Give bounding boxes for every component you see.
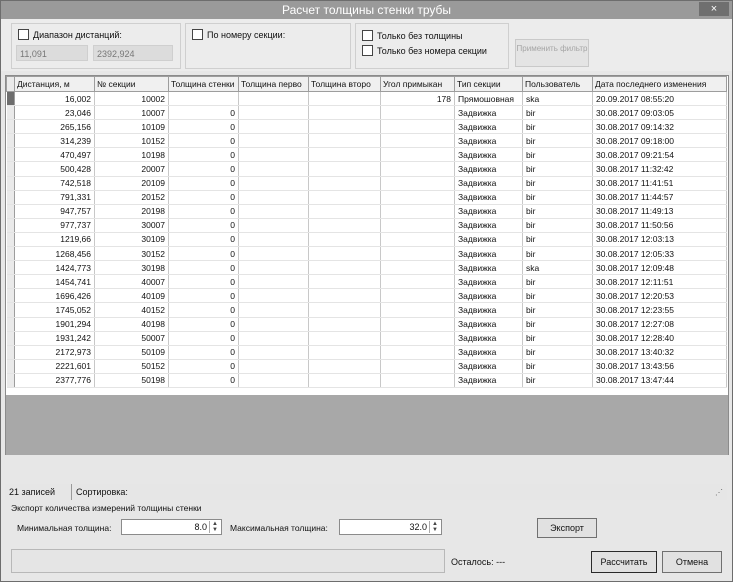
filter-panel — [1, 19, 732, 71]
table-cell[interactable]: 0 — [169, 261, 239, 275]
table-cell[interactable] — [239, 303, 309, 317]
table-cell[interactable]: Задвижка — [455, 275, 523, 289]
table-cell[interactable]: Задвижка — [455, 176, 523, 190]
table-cell[interactable]: 30.08.2017 12:20:53 — [593, 289, 727, 303]
table-cell[interactable]: 30.08.2017 12:09:48 — [593, 261, 727, 275]
table-cell[interactable] — [239, 317, 309, 331]
sort-label: Сортировка: — [76, 487, 128, 497]
table-cell[interactable]: 0 — [169, 134, 239, 148]
table-cell[interactable] — [381, 176, 455, 190]
table-cell[interactable]: 30.08.2017 13:40:32 — [593, 345, 727, 359]
min-thickness-value[interactable]: 8.0 — [194, 522, 207, 532]
row-header[interactable] — [7, 261, 15, 275]
distance-from-input[interactable]: 11,091 — [16, 45, 88, 61]
table-cell[interactable]: 947,757 — [15, 204, 95, 218]
table-cell[interactable]: 20152 — [95, 190, 169, 204]
row-header[interactable] — [7, 345, 15, 359]
table-cell[interactable]: ska — [523, 92, 593, 106]
table-cell[interactable]: Задвижка — [455, 303, 523, 317]
table-cell[interactable]: bir — [523, 120, 593, 134]
row-header[interactable] — [7, 162, 15, 176]
row-header[interactable] — [7, 106, 15, 120]
table-cell[interactable]: bir — [523, 331, 593, 345]
window-title: Расчет толщины стенки трубы — [281, 3, 452, 17]
row-header[interactable] — [7, 331, 15, 345]
table-cell[interactable]: bir — [523, 134, 593, 148]
checkbox-box[interactable] — [18, 29, 29, 40]
sections-grid[interactable] — [5, 75, 729, 397]
table-row[interactable] — [7, 148, 727, 162]
row-header[interactable] — [7, 317, 15, 331]
distance-range-checkbox[interactable] — [18, 29, 122, 40]
table-cell[interactable]: 178 — [381, 92, 455, 106]
table-cell[interactable]: 30.08.2017 13:47:44 — [593, 373, 727, 387]
column-header[interactable]: Пользователь — [523, 77, 593, 92]
table-cell[interactable] — [309, 247, 381, 261]
min-thickness-spinner[interactable] — [121, 519, 222, 535]
table-cell[interactable] — [239, 120, 309, 134]
calculate-button[interactable]: Рассчитать — [591, 551, 657, 573]
max-thickness-label: Максимальная толщина: — [230, 523, 328, 533]
checkbox-box[interactable] — [362, 45, 373, 56]
table-cell[interactable] — [381, 359, 455, 373]
table-cell[interactable]: bir — [523, 218, 593, 232]
table-row[interactable] — [7, 275, 727, 289]
table-cell[interactable] — [309, 317, 381, 331]
row-header[interactable] — [7, 359, 15, 373]
column-header[interactable]: Толщина второ — [309, 77, 381, 92]
row-header[interactable] — [7, 204, 15, 218]
table-cell[interactable]: 0 — [169, 218, 239, 232]
table-cell[interactable] — [381, 247, 455, 261]
table-row[interactable] — [7, 303, 727, 317]
table-cell[interactable]: 1696,426 — [15, 289, 95, 303]
apply-filter-button[interactable]: Применить фильтр — [515, 39, 589, 67]
table-cell[interactable]: 1901,294 — [15, 317, 95, 331]
table-cell[interactable] — [309, 359, 381, 373]
max-thickness-value[interactable]: 32.0 — [409, 522, 427, 532]
table-row[interactable] — [7, 218, 727, 232]
table-cell[interactable]: bir — [523, 162, 593, 176]
by-section-checkbox[interactable] — [192, 29, 285, 40]
table-cell[interactable]: Задвижка — [455, 331, 523, 345]
table-cell[interactable]: Задвижка — [455, 218, 523, 232]
spinner-arrows-icon[interactable]: ▲ ▼ — [209, 521, 220, 533]
table-cell[interactable]: 1745,052 — [15, 303, 95, 317]
row-header[interactable] — [7, 148, 15, 162]
table-cell[interactable]: 1219,66 — [15, 232, 95, 246]
table-cell[interactable]: Задвижка — [455, 204, 523, 218]
table-row[interactable] — [7, 317, 727, 331]
column-header[interactable]: Дата последнего изменения — [593, 77, 727, 92]
table-row[interactable] — [7, 232, 727, 246]
table-cell[interactable]: 314,239 — [15, 134, 95, 148]
table-cell[interactable]: 30198 — [95, 261, 169, 275]
table-cell[interactable] — [381, 218, 455, 232]
table-cell[interactable] — [309, 289, 381, 303]
table-row[interactable] — [7, 359, 727, 373]
table-cell[interactable]: 10002 — [95, 92, 169, 106]
table-cell[interactable] — [169, 92, 239, 106]
table-row[interactable] — [7, 162, 727, 176]
table-cell[interactable] — [381, 289, 455, 303]
table-row[interactable] — [7, 345, 727, 359]
table-cell[interactable]: 1424,773 — [15, 261, 95, 275]
row-header[interactable] — [7, 176, 15, 190]
table-cell[interactable]: 977,737 — [15, 218, 95, 232]
table-cell[interactable]: 20007 — [95, 162, 169, 176]
table-cell[interactable]: 10007 — [95, 106, 169, 120]
table-cell[interactable]: bir — [523, 289, 593, 303]
table-cell[interactable]: 0 — [169, 359, 239, 373]
table-cell[interactable]: 30.08.2017 11:49:13 — [593, 204, 727, 218]
table-cell[interactable] — [309, 218, 381, 232]
table-cell[interactable]: 20198 — [95, 204, 169, 218]
table-row[interactable] — [7, 261, 727, 275]
table-cell[interactable]: ska — [523, 261, 593, 275]
table-cell[interactable]: 2172,973 — [15, 345, 95, 359]
table-cell[interactable]: bir — [523, 176, 593, 190]
table-cell[interactable] — [381, 303, 455, 317]
only-no-thickness-label: Только без толщины — [377, 30, 463, 41]
table-cell[interactable]: 0 — [169, 190, 239, 204]
table-cell[interactable] — [381, 345, 455, 359]
table-row[interactable] — [7, 120, 727, 134]
table-cell[interactable]: 470,497 — [15, 148, 95, 162]
table-cell[interactable]: 0 — [169, 204, 239, 218]
max-thickness-spinner[interactable] — [339, 519, 442, 535]
table-cell[interactable]: 0 — [169, 247, 239, 261]
table-cell[interactable]: 10198 — [95, 148, 169, 162]
row-header[interactable] — [7, 289, 15, 303]
table-cell[interactable] — [381, 162, 455, 176]
table-cell[interactable] — [239, 331, 309, 345]
table-cell[interactable]: 50152 — [95, 359, 169, 373]
table-cell[interactable]: bir — [523, 359, 593, 373]
table-cell[interactable]: 30152 — [95, 247, 169, 261]
table-cell[interactable] — [381, 190, 455, 204]
table-cell[interactable] — [309, 275, 381, 289]
table-cell[interactable] — [381, 120, 455, 134]
table-cell[interactable] — [309, 92, 381, 106]
table-cell[interactable]: 0 — [169, 148, 239, 162]
table-cell[interactable]: 30.08.2017 13:43:56 — [593, 359, 727, 373]
table-cell[interactable] — [239, 289, 309, 303]
table-cell[interactable]: bir — [523, 148, 593, 162]
table-cell[interactable] — [239, 92, 309, 106]
progress-bar — [11, 549, 445, 573]
table-cell[interactable]: bir — [523, 232, 593, 246]
table-cell[interactable]: 10109 — [95, 120, 169, 134]
table-cell[interactable] — [239, 162, 309, 176]
export-caption: Экспорт количества измерений толщины стенки — [11, 503, 202, 513]
table-cell[interactable] — [381, 148, 455, 162]
table-cell[interactable] — [309, 176, 381, 190]
table-cell[interactable] — [381, 373, 455, 387]
table-row[interactable] — [7, 190, 727, 204]
distance-to-input[interactable]: 2392,924 — [93, 45, 173, 61]
column-header[interactable]: Угол примыкан — [381, 77, 455, 92]
table-cell[interactable]: bir — [523, 317, 593, 331]
table-cell[interactable]: 40109 — [95, 289, 169, 303]
table-row[interactable] — [7, 331, 727, 345]
table-cell[interactable] — [309, 232, 381, 246]
only-no-section-checkbox[interactable] — [362, 45, 487, 56]
table-cell[interactable]: 30.08.2017 09:21:54 — [593, 148, 727, 162]
table-cell[interactable] — [239, 247, 309, 261]
grid-empty-area — [5, 395, 729, 455]
table-cell[interactable]: 30.08.2017 12:05:33 — [593, 247, 727, 261]
table-cell[interactable]: Задвижка — [455, 289, 523, 303]
row-header[interactable] — [7, 92, 15, 106]
table-cell[interactable]: 10152 — [95, 134, 169, 148]
table-cell[interactable]: 1931,242 — [15, 331, 95, 345]
table-cell[interactable]: 30.08.2017 11:44:57 — [593, 190, 727, 204]
table-cell[interactable]: bir — [523, 275, 593, 289]
table-cell[interactable]: 40152 — [95, 303, 169, 317]
table-cell[interactable]: 40198 — [95, 317, 169, 331]
table-cell[interactable]: Задвижка — [455, 345, 523, 359]
table-cell[interactable] — [239, 359, 309, 373]
table-cell[interactable]: Задвижка — [455, 232, 523, 246]
table-cell[interactable]: 0 — [169, 176, 239, 190]
table-row[interactable] — [7, 134, 727, 148]
table-cell[interactable]: 2377,776 — [15, 373, 95, 387]
table-cell[interactable] — [309, 190, 381, 204]
status-bar — [5, 484, 727, 500]
table-cell[interactable]: bir — [523, 106, 593, 120]
table-cell[interactable] — [309, 331, 381, 345]
table-cell[interactable]: Задвижка — [455, 148, 523, 162]
only-no-section-label: Только без номера секции — [377, 45, 487, 56]
table-row[interactable] — [7, 204, 727, 218]
table-cell[interactable]: 0 — [169, 303, 239, 317]
by-section-label: По номеру секции: — [207, 29, 286, 40]
table-cell[interactable] — [239, 134, 309, 148]
row-header[interactable] — [7, 373, 15, 387]
table-cell[interactable] — [309, 106, 381, 120]
spinner-arrows-icon[interactable]: ▲ ▼ — [429, 521, 440, 533]
table-cell[interactable]: 30.08.2017 11:41:51 — [593, 176, 727, 190]
table-cell[interactable]: bir — [523, 204, 593, 218]
table-cell[interactable]: 0 — [169, 345, 239, 359]
table-cell[interactable]: 30007 — [95, 218, 169, 232]
title-bar — [1, 1, 732, 19]
table-cell[interactable]: 30.08.2017 11:50:56 — [593, 218, 727, 232]
resize-grip-icon[interactable]: ⋰ — [715, 488, 723, 497]
column-header[interactable]: Дистанция, м — [15, 77, 95, 92]
table-cell[interactable]: Задвижка — [455, 190, 523, 204]
table-cell[interactable] — [309, 162, 381, 176]
table-cell[interactable]: Задвижка — [455, 120, 523, 134]
table-cell[interactable]: bir — [523, 373, 593, 387]
table-cell[interactable]: 50109 — [95, 345, 169, 359]
table-cell[interactable]: 1268,456 — [15, 247, 95, 261]
table-cell[interactable]: 0 — [169, 232, 239, 246]
row-header[interactable] — [7, 120, 15, 134]
min-thickness-label: Минимальная толщина: — [17, 523, 112, 533]
table-cell[interactable]: 30.08.2017 12:11:51 — [593, 275, 727, 289]
table-cell[interactable]: 20109 — [95, 176, 169, 190]
table-cell[interactable] — [381, 275, 455, 289]
table-cell[interactable]: 500,428 — [15, 162, 95, 176]
table-cell[interactable] — [381, 317, 455, 331]
table-cell[interactable]: Задвижка — [455, 134, 523, 148]
table-cell[interactable]: 0 — [169, 275, 239, 289]
table-cell[interactable]: Прямошовная — [455, 92, 523, 106]
table-header-row — [7, 77, 727, 92]
table-row[interactable] — [7, 176, 727, 190]
column-header[interactable]: № секции — [95, 77, 169, 92]
table-cell[interactable]: 265,156 — [15, 120, 95, 134]
table-cell[interactable] — [239, 275, 309, 289]
table-cell[interactable] — [381, 331, 455, 345]
table-cell[interactable]: Задвижка — [455, 359, 523, 373]
table-cell[interactable] — [239, 261, 309, 275]
table-cell[interactable]: 23,046 — [15, 106, 95, 120]
table-cell[interactable]: 0 — [169, 373, 239, 387]
table-body — [7, 92, 727, 388]
cancel-button[interactable]: Отмена — [662, 551, 722, 573]
table-cell[interactable] — [381, 134, 455, 148]
row-header[interactable] — [7, 134, 15, 148]
table-cell[interactable]: Задвижка — [455, 162, 523, 176]
table-cell[interactable] — [309, 303, 381, 317]
table-cell[interactable]: 30109 — [95, 232, 169, 246]
checkbox-box[interactable] — [192, 29, 203, 40]
table-cell[interactable]: 30.08.2017 11:32:42 — [593, 162, 727, 176]
table-cell[interactable]: 30.08.2017 09:03:05 — [593, 106, 727, 120]
table-cell[interactable] — [309, 120, 381, 134]
table-cell[interactable]: 0 — [169, 289, 239, 303]
only-no-thickness-checkbox[interactable] — [362, 30, 463, 41]
column-header[interactable]: Тип секции — [455, 77, 523, 92]
table-cell[interactable]: Задвижка — [455, 261, 523, 275]
column-header[interactable]: Толщина стенки — [169, 77, 239, 92]
table-cell[interactable] — [239, 232, 309, 246]
table-cell[interactable]: 40007 — [95, 275, 169, 289]
table-cell[interactable]: 1454,741 — [15, 275, 95, 289]
table-cell[interactable]: 742,518 — [15, 176, 95, 190]
table-cell[interactable]: Задвижка — [455, 373, 523, 387]
table-cell[interactable] — [239, 190, 309, 204]
checkbox-box[interactable] — [362, 30, 373, 41]
table-cell[interactable]: bir — [523, 345, 593, 359]
table-cell[interactable]: 50198 — [95, 373, 169, 387]
table-cell[interactable] — [239, 373, 309, 387]
table-cell[interactable]: 791,331 — [15, 190, 95, 204]
table-cell[interactable]: Задвижка — [455, 317, 523, 331]
table-cell[interactable] — [381, 106, 455, 120]
table-row[interactable] — [7, 106, 727, 120]
table-cell[interactable]: 0 — [169, 162, 239, 176]
table-cell[interactable]: 0 — [169, 120, 239, 134]
table-cell[interactable] — [309, 134, 381, 148]
table-cell[interactable]: 30.08.2017 12:23:55 — [593, 303, 727, 317]
table-cell[interactable] — [309, 148, 381, 162]
table-cell[interactable] — [309, 373, 381, 387]
table-cell[interactable]: bir — [523, 247, 593, 261]
table-cell[interactable]: 30.08.2017 12:28:40 — [593, 331, 727, 345]
row-header[interactable] — [7, 232, 15, 246]
table-cell[interactable] — [381, 204, 455, 218]
column-header[interactable]: Толщина перво — [239, 77, 309, 92]
table-cell[interactable]: 30.08.2017 09:18:00 — [593, 134, 727, 148]
row-header[interactable] — [7, 303, 15, 317]
table-row[interactable] — [7, 289, 727, 303]
table-cell[interactable] — [239, 176, 309, 190]
table-row[interactable] — [7, 373, 727, 387]
table-cell[interactable]: 50007 — [95, 331, 169, 345]
row-header[interactable] — [7, 190, 15, 204]
table-cell[interactable]: Задвижка — [455, 106, 523, 120]
close-button[interactable]: × — [699, 2, 729, 16]
corner-header — [7, 77, 15, 92]
table-cell[interactable] — [239, 106, 309, 120]
distance-range-label: Диапазон дистанций: — [33, 29, 122, 40]
records-count: 21 записей — [9, 487, 56, 497]
table-cell[interactable] — [309, 204, 381, 218]
row-header[interactable] — [7, 275, 15, 289]
table-cell[interactable]: 30.08.2017 12:27:08 — [593, 317, 727, 331]
sections-table — [6, 76, 727, 388]
table-cell[interactable]: 20.09.2017 08:55:20 — [593, 92, 727, 106]
table-cell[interactable] — [309, 345, 381, 359]
table-cell[interactable] — [239, 204, 309, 218]
table-row[interactable] — [7, 247, 727, 261]
table-cell[interactable]: bir — [523, 190, 593, 204]
table-cell[interactable]: 16,002 — [15, 92, 95, 106]
table-cell[interactable]: 0 — [169, 317, 239, 331]
table-cell[interactable] — [381, 232, 455, 246]
table-cell[interactable] — [239, 148, 309, 162]
table-cell[interactable]: 30.08.2017 09:14:32 — [593, 120, 727, 134]
table-cell[interactable]: Задвижка — [455, 247, 523, 261]
table-cell[interactable]: 0 — [169, 331, 239, 345]
export-button[interactable]: Экспорт — [537, 518, 597, 538]
table-cell[interactable] — [381, 261, 455, 275]
status-divider — [71, 484, 72, 500]
table-cell[interactable]: 30.08.2017 12:03:13 — [593, 232, 727, 246]
table-cell[interactable]: 0 — [169, 106, 239, 120]
row-header[interactable] — [7, 247, 15, 261]
table-cell[interactable] — [239, 345, 309, 359]
table-cell[interactable] — [239, 218, 309, 232]
table-cell[interactable]: bir — [523, 303, 593, 317]
row-header[interactable] — [7, 218, 15, 232]
table-cell[interactable]: 2221,601 — [15, 359, 95, 373]
table-cell[interactable] — [309, 261, 381, 275]
remaining-label: Осталось: --- — [451, 557, 506, 567]
table-row[interactable] — [7, 92, 727, 106]
